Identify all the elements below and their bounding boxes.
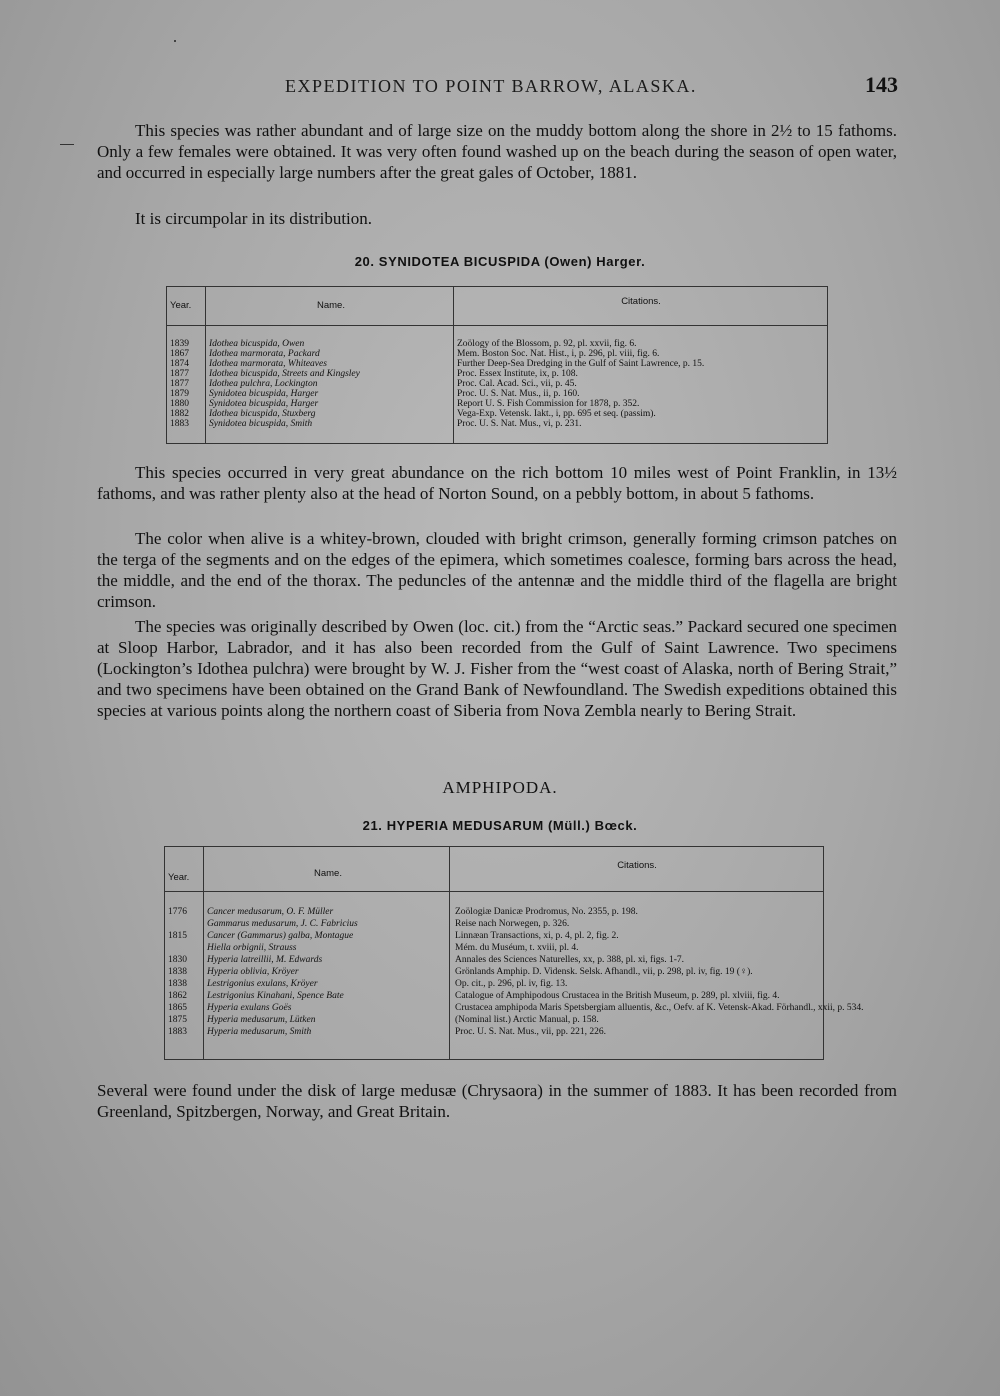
page-header: [95, 70, 900, 104]
row-citation: Report U. S. Fish Commission for 1878, p. 352.: [457, 399, 640, 409]
column-header-year: Year.: [170, 300, 192, 311]
row-name: Cancer (Gammarus) galba, Montague: [207, 931, 354, 941]
row-year: 1879: [170, 389, 189, 399]
row-year: 1838: [168, 967, 187, 977]
row-citation: Linnæan Transactions, xi, p. 4, pl. 2, fig. 2.: [455, 931, 619, 941]
row-name: Synidotea bicuspida, Smith: [209, 419, 313, 429]
row-year: 1880: [170, 399, 189, 409]
row-name: Idothea pulchra, Lockington: [209, 379, 318, 389]
citations-table-synidotea: [166, 286, 828, 444]
row-citation: Proc. U. S. Nat. Mus., vi, p. 231.: [457, 419, 582, 429]
paragraph-history: The species was originally described by Owen (loc. cit.) from the “Arctic seas.” Packard secured one specimen at Sloop Harbor, Labrador, and it has also been recorded from the Gulf of Saint Lawrence. Two specimens (Lockington’s Idothea pulchra) were brought by W. J. Fisher from the “west coast of Alaska, north of Bering Strait,” and two specimens have been obtained on the Grand Bank of Newfoundland. The Swedish expeditions obtained this species at various points along the northern coast of Siberia from Nova Zembla nearly to Bering Strait.: [97, 617, 897, 720]
row-year: 1883: [168, 1027, 187, 1037]
row-citation: (Nominal list.) Arctic Manual, p. 158.: [455, 1015, 599, 1025]
column-divider: [449, 847, 450, 1059]
column-divider: [203, 847, 204, 1059]
row-year: 1776: [168, 907, 187, 917]
row-name: Idothea marmorata, Packard: [209, 349, 320, 359]
row-name: Idothea bicuspida, Streets and Kingsley: [209, 369, 360, 379]
row-citation: Crustacea amphipoda Maris Spetsbergiam alluentis, &c., Oefv. af K. Vetensk-Akad. Förhandl., xxii, p. 534.: [455, 1003, 864, 1013]
row-name: Gammarus medusarum, J. C. Fabricius: [207, 919, 358, 929]
row-name: Hyperia oblivia, Kröyer: [207, 967, 299, 977]
row-name: Cancer medusarum, O. F. Müller: [207, 907, 334, 917]
row-year: 1838: [168, 979, 187, 989]
paragraph-distribution: It is circumpolar in its distribution.: [135, 209, 373, 228]
row-citation: Reise nach Norwegen, p. 326.: [455, 919, 570, 929]
table-header-row: [165, 847, 823, 892]
row-citation: Mem. Boston Soc. Nat. Hist., i, p. 296, pl. viii, fig. 6.: [457, 349, 660, 359]
row-name: Idothea marmorata, Whiteaves: [209, 359, 327, 369]
running-head: EXPEDITION TO POINT BARROW, ALASKA.: [285, 76, 697, 96]
column-divider: [205, 287, 206, 443]
ink-speck: [174, 40, 176, 42]
row-citation: Zoölogy of the Blossom, p. 92, pl. xxvii, fig. 6.: [457, 339, 637, 349]
paragraph-abundance: This species was rather abundant and of large size on the muddy bottom along the shore in 2½ to 15 fathoms. Only a few females were obtained. It was very often found washed up on the beach during the season of open water, and occurred in especially large numbers after the great gales of October, 1881.: [97, 121, 897, 182]
row-year: 1882: [170, 409, 189, 419]
row-name: Lestrigonius exulans, Kröyer: [207, 979, 318, 989]
margin-mark: [60, 144, 74, 145]
row-year: 1839: [170, 339, 189, 349]
row-citation: Grönlands Amphip. D. Vidensk. Selsk. Afhandl., vii, p. 298, pl. iv, fig. 19 (♀).: [455, 967, 753, 977]
row-year: 1865: [168, 1003, 187, 1013]
paragraph-color: The color when alive is a whitey-brown, clouded with bright crimson, generally forming crimson patches on the terga of the segments and on the edges of the epimera, which sometimes coalesce, forming bars across the head, the middle, and the end of the thorax. The peduncles of the antennæ and the middle third of the flagella are bright crimson.: [97, 529, 897, 611]
column-divider: [453, 287, 454, 443]
row-citation: Further Deep-Sea Dredging in the Gulf of Saint Lawrence, p. 15.: [457, 359, 705, 369]
row-citation: Proc. U. S. Nat. Mus., vii, pp. 221, 226.: [455, 1027, 606, 1037]
row-citation: Annales des Sciences Naturelles, xx, p. 388, pl. xi, figs. 1-7.: [455, 955, 685, 965]
row-year: 1877: [170, 379, 189, 389]
row-citation: Zoölogiæ Danicæ Prodromus, No. 2355, p. 198.: [455, 907, 638, 917]
species-heading-20: 20. SYNIDOTEA BICUSPIDA (Owen) Harger.: [354, 254, 646, 269]
row-name: Idothea bicuspida, Stuxberg: [209, 409, 316, 419]
row-citation: Proc. Essex Institute, ix, p. 108.: [457, 369, 578, 379]
paragraph-medusae: Several were found under the disk of large medusæ (Chrysaora) in the summer of 1883. It has been recorded from Greenland, Spitzbergen, Norway, and Great Britain.: [97, 1081, 897, 1121]
row-citation: Proc. U. S. Nat. Mus., ii, p. 160.: [457, 389, 580, 399]
row-citation: Proc. Cal. Acad. Sci., vii, p. 45.: [457, 379, 577, 389]
row-citation: Op. cit., p. 296, pl. iv, fig. 13.: [455, 979, 568, 989]
row-year: 1867: [170, 349, 189, 359]
table-header-row: [167, 287, 827, 326]
row-name: Synidotea bicuspida, Harger: [209, 389, 319, 399]
row-name: Hyperia medusarum, Lütken: [207, 1015, 316, 1025]
row-year: 1815: [168, 931, 187, 941]
row-year: 1862: [168, 991, 187, 1001]
column-header-citations: Citations.: [621, 296, 661, 307]
row-year: 1830: [168, 955, 187, 965]
page-number: 143: [865, 72, 898, 97]
column-header-citations: Citations.: [617, 860, 657, 871]
row-citation: Vega-Exp. Vetensk. Iakt., i, pp. 695 et seq. (passim).: [457, 409, 656, 419]
row-name: Idothea bicuspida, Owen: [209, 339, 305, 349]
row-name: Hyperia exulans Goës: [207, 1003, 292, 1013]
paragraph-occurrence: This species occurred in very great abundance on the rich bottom 10 miles west of Point Franklin, in 13½ fathoms, and was rather plenty also at the head of Norton Sound, on a pebbly bottom, in about 5 fathoms.: [97, 463, 897, 503]
species-heading-21: 21. HYPERIA MEDUSARUM (Müll.) Bœck.: [362, 818, 638, 833]
row-year: 1877: [170, 369, 189, 379]
row-year: 1883: [170, 419, 189, 429]
column-header-name: Name.: [317, 300, 345, 311]
row-name: Lestrigonius Kinahani, Spence Bate: [207, 991, 344, 1001]
row-name: Hyperia medusarum, Smith: [207, 1027, 312, 1037]
column-header-name: Name.: [314, 868, 342, 879]
row-name: Hiella orbignii, Strauss: [207, 943, 297, 953]
row-name: Hyperia latreillii, M. Edwards: [207, 955, 323, 965]
column-header-year: Year.: [168, 872, 190, 883]
row-name: Synidotea bicuspida, Harger: [209, 399, 319, 409]
row-year: 1874: [170, 359, 189, 369]
row-citation: Catalogue of Amphipodous Crustacea in the British Museum, p. 289, pl. xlviii, fig. 4.: [455, 991, 780, 1001]
row-year: 1875: [168, 1015, 187, 1025]
section-heading-amphipoda: AMPHIPODA.: [442, 778, 558, 797]
citations-table-hyperia: [164, 846, 864, 1060]
row-citation: Mém. du Muséum, t. xviii, pl. 4.: [455, 943, 579, 953]
